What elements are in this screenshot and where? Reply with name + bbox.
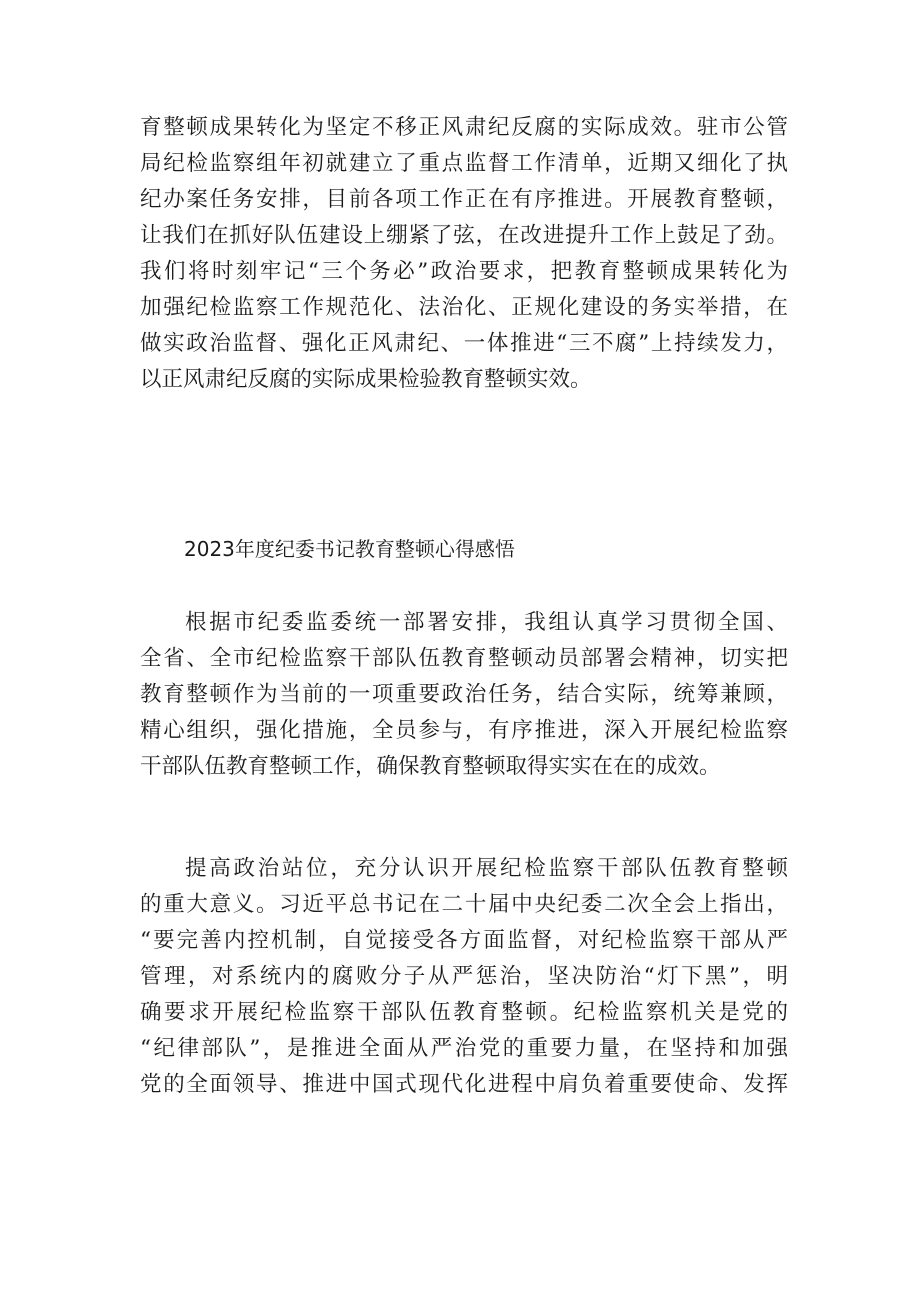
section-heading: 2023年度纪委书记教育整顿心得感悟 [184,537,515,561]
paragraph-line: 精心组织，强化措施，全员参与，有序推进，深入开展纪检监察 [140,718,788,743]
paragraph-line: 纪办案任务安排，目前各项工作正在有序推进。开展教育整顿， [140,187,788,212]
paragraph-line: 局纪检监察组年初就建立了重点监督工作清单，近期又细化了执 [140,151,788,176]
paragraph-line: 全省、全市纪检监察干部队伍教育整顿动员部署会精神，切实把 [140,646,788,671]
paragraph-line: 提高政治站位，充分认识开展纪检监察干部队伍教育整顿 [185,856,788,881]
paragraph-line: 做实政治监督、强化正风肃纪、一体推进“三不腐”上持续发力， [140,331,788,356]
paragraph-line: 管理，对系统内的腐败分子从严惩治，坚决防治“灯下黑”，明 [140,964,788,989]
paragraph-line: 育整顿成果转化为坚定不移正风肃纪反腐的实际成效。驻市公管 [140,115,788,140]
paragraph-line: 教育整顿作为当前的一项重要政治任务，结合实际，统筹兼顾， [140,682,788,707]
paragraph-line: 干部队伍教育整顿工作，确保教育整顿取得实实在在的成效。 [140,754,721,779]
paragraph-line: 让我们在抓好队伍建设上绷紧了弦，在改进提升工作上鼓足了劲。 [140,223,788,248]
paragraph-line: 根据市纪委监委统一部署安排，我组认真学习贯彻全国、 [185,610,788,635]
paragraph-line: “纪律部队”，是推进全面从严治党的重要力量，在坚持和加强 [140,1036,788,1061]
paragraph-line: 的重大意义。习近平总书记在二十届中央纪委二次全会上指出， [140,892,788,917]
paragraph-line: 加强纪检监察工作规范化、法治化、正规化建设的务实举措，在 [140,295,788,320]
paragraph-3 [140,851,788,1103]
paragraph-line: 党的全面领导、推进中国式现代化进程中肩负着重要使命、发挥 [140,1072,788,1097]
paragraph-2 [140,605,788,785]
paragraph-line: 我们将时刻牢记“三个务必”政治要求，把教育整顿成果转化为 [140,259,788,284]
paragraph-line: 确要求开展纪检监察干部队伍教育整顿。纪检监察机关是党的 [140,1000,788,1025]
paragraph-line: “要完善内控机制，自觉接受各方面监督，对纪检监察干部从严 [140,928,788,953]
paragraph-1 [140,110,788,398]
paragraph-line: 以正风肃纪反腐的实际成果检验教育整顿实效。 [140,367,592,392]
